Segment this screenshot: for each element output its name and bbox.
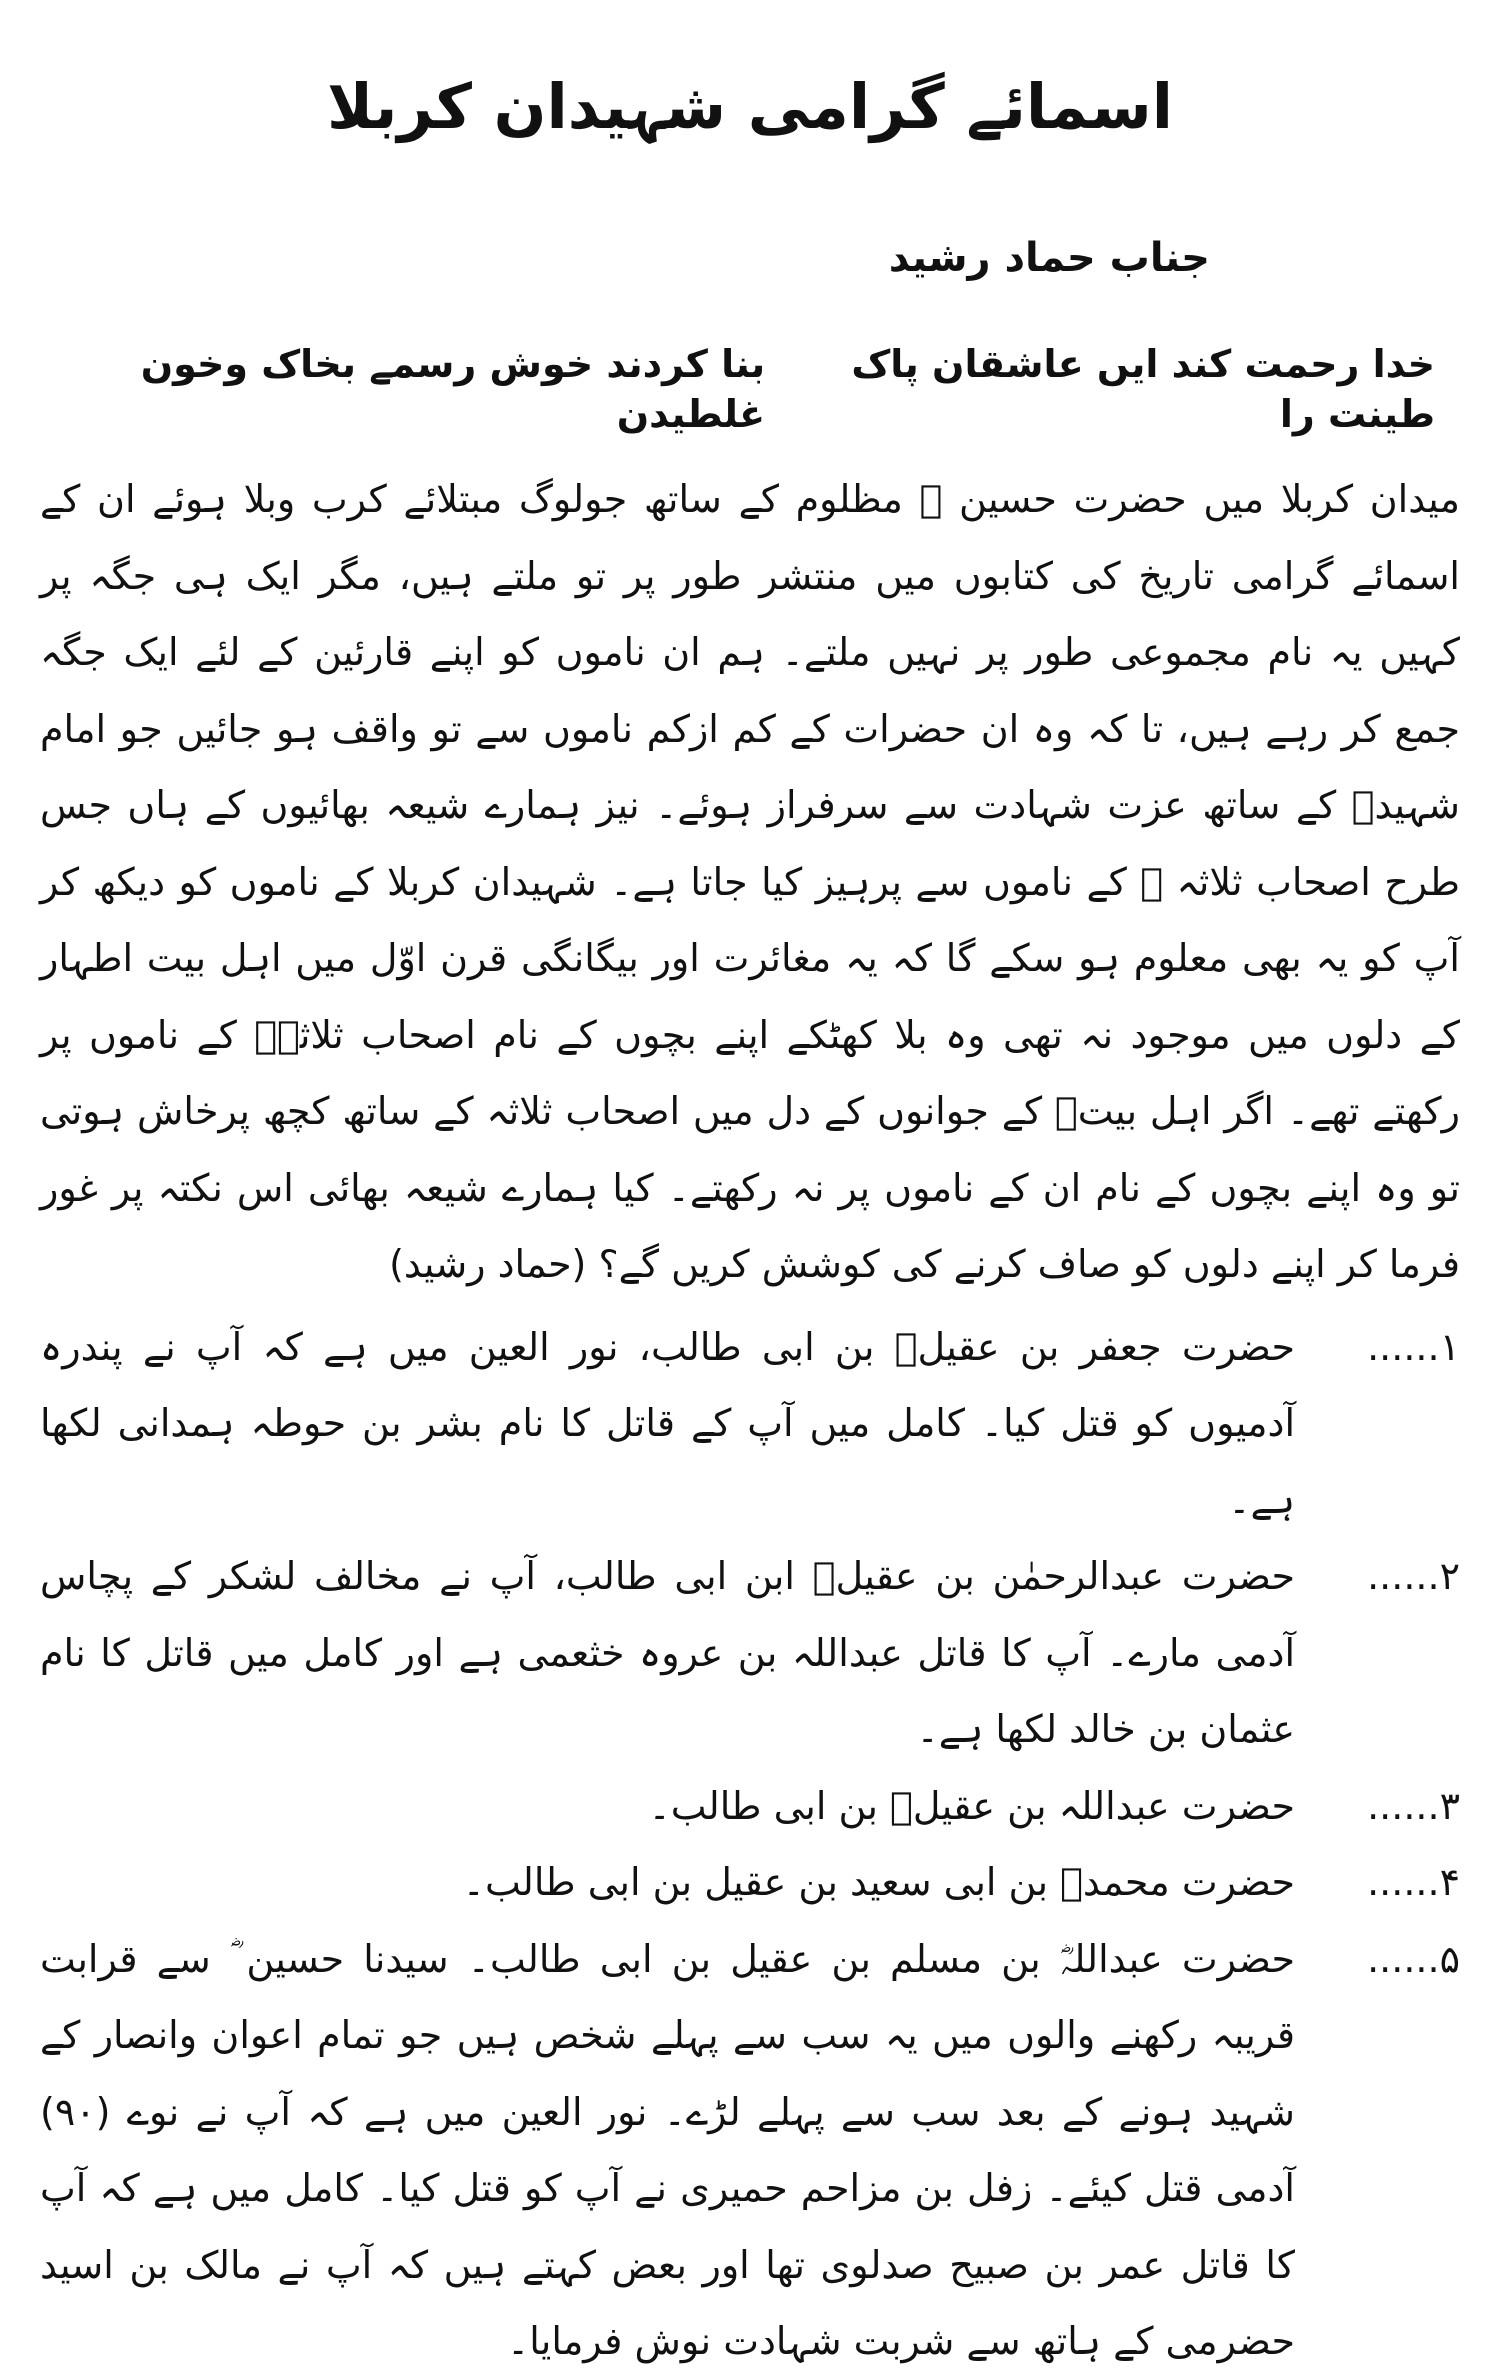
item-number: ۵...... [1367, 1936, 1460, 1981]
list-item [40, 1768, 1460, 1845]
verse-left-hemistich: بنا کردند خوش رسمے بخاک وخون غلطیدن [140, 342, 766, 436]
verse-right-hemistich: خدا رحمت کند ایں عاشقان پاک طینت را [851, 342, 1435, 436]
item-text: حضرت عبدالرحمٰن بن عقیلؓ ابن ابی طالب، آپ نے مخالف لشکر کے پچاس آدمی مارے۔ آپ کا قاتل عبداللہ بن عروہ خثعمی ہے اور کامل میں قاتل کا نام عثمان بن خالد لکھا ہے۔ [40, 1554, 1295, 1752]
martyrs-list [40, 1309, 1460, 2380]
item-text: حضرت عبداللہ بن عقیلؓ بن ابی طالب۔ [648, 1783, 1295, 1828]
list-item [40, 1538, 1460, 1768]
item-text: حضرت محمدؓ بن ابی سعید بن عقیل بن ابی طالب۔ [462, 1860, 1295, 1905]
page-title: اسمائے گرامی شہیدان کربلا [327, 70, 1173, 143]
item-number: ۳...... [1367, 1783, 1460, 1828]
persian-verse [65, 340, 1435, 439]
item-text: حضرت جعفر بن عقیلؓ بن ابی طالب، نور العین میں ہے کہ آپ نے پندرہ آدمیوں کو قتل کیا۔ کامل میں آپ کے قاتل کا نام بشر بن حوطہ ہمدانی لکھا ہے۔ [40, 1324, 1295, 1522]
list-item [40, 1309, 1460, 1539]
author-byline: جناب حماد رشید [888, 235, 1210, 282]
item-number: ۴...... [1367, 1860, 1460, 1905]
list-item [40, 1921, 1460, 2380]
item-number: ۱...... [1367, 1324, 1460, 1369]
item-number: ۲...... [1367, 1554, 1460, 1599]
list-item [40, 1844, 1460, 1921]
intro-paragraph: میدان کربلا میں حضرت حسین ؓ مظلوم کے ساتھ جولوگ مبتلائے کرب وبلا ہوئے ان کے اسمائے گرامی تاریخ کی کتابوں میں منتشر طور پر تو ملتے ہیں، مگر ایک ہی جگہ پر کہیں یہ نام مجموعی طور پر نہیں ملتے۔ ہم ان ناموں کو اپنے قارئین کے لئے ایک جگہ جمع کر رہے ہیں، تا کہ وہ ان حضرات کے کم ازکم ناموں سے تو واقف ہو جائیں جو امام شہیدؓ کے ساتھ عزت شہادت سے سرفراز ہوئے۔ نیز ہمارے شیعہ بھائیوں کے ہاں جس طرح اصحاب ثلاثہ ؓ کے ناموں سے پرہیز کیا جاتا ہے۔ شہیدان کربلا کے ناموں کو دیکھ کر آپ کو یہ بھی معلوم ہو سکے گا کہ یہ مغائرت اور بیگانگی قرن اوّل میں اہل بیت اطہار کے دلوں میں موجود نہ تھی وہ بلا کھٹکے اپنے بچوں کے نام اصحاب ثلاثہؓ کے ناموں پر رکھتے تھے۔ اگر اہل بیتؓ کے جوانوں کے دل میں اصحاب ثلاثہ کے ساتھ کچھ پرخاش ہوتی تو وہ اپنے بچوں کے نام ان کے ناموں پر نہ رکھتے۔ کیا ہمارے شیعہ بھائی اس نکتہ پر غور فرما کر اپنے دلوں کو صاف کرنے کی کوشش کریں گے؟ (حماد رشید) [40, 477, 1460, 1287]
item-text: حضرت عبداللہؓ بن مسلم بن عقیل بن ابی طالب۔ سیدنا حسین ؓ سے قرابت قریبہ رکھنے والوں میں یہ سب سے پہلے شخص ہیں جو تمام اعوان وانصار کے شہید ہونے کے بعد سب سے پہلے لڑے۔ نور العین میں ہے کہ آپ نے نوے (۹۰) آدمی قتل کیئے۔ زفل بن مزاحم حمیری نے آپ کو قتل کیا۔ کامل میں ہے کہ آپ کا قاتل عمر بن صبیح صدلوی تھا اور بعض کہتے ہیں کہ آپ نے مالک بن اسید حضرمی کے ہاتھ سے شربت شہادت نوش فرمایا۔ [40, 1936, 1295, 2364]
